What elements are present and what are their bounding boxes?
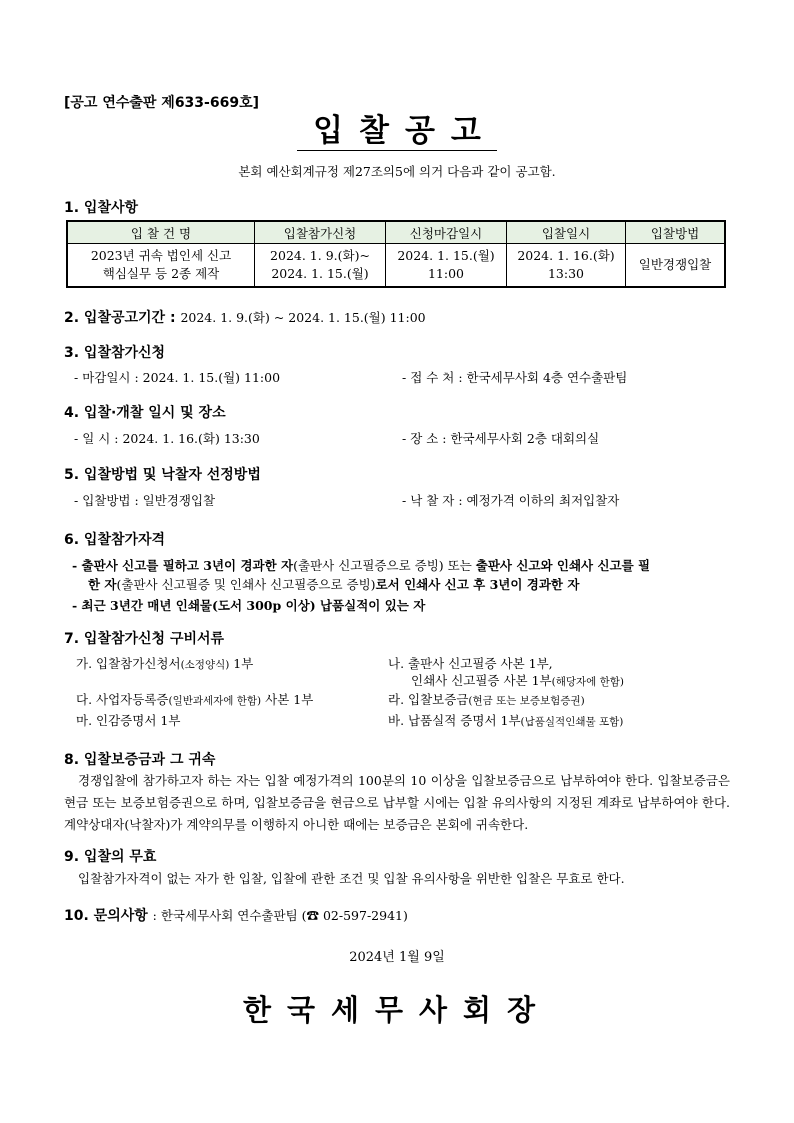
doc-text: 사본 1부	[261, 692, 314, 707]
header-bid-date: 입찰일시	[507, 221, 626, 244]
doc-ga	[76, 654, 253, 672]
qualification-text: 출판사 신고와 인쇄사 신고를 필	[475, 558, 651, 573]
doc-note: (일반과세자에 한함)	[168, 695, 262, 707]
qualification-line2	[88, 575, 579, 593]
doc-text: 다. 사업자등록증	[76, 692, 169, 707]
qualification-line1	[72, 556, 650, 574]
doc-text: 1부	[229, 656, 254, 671]
cell-text: 핵심실무 등 2종 제작	[102, 266, 220, 281]
section2-value: 2024. 1. 9.(화) ~ 2024. 1. 15.(월) 11:00	[180, 310, 426, 325]
section5-winner: - 낙 찰 자 : 예정가격 이하의 최저입찰자	[402, 493, 620, 508]
bid-table	[66, 220, 726, 288]
header-apply: 입찰참가신청	[255, 221, 386, 244]
qualification-text: (출판사 신고필증 및 인쇄사 신고필증으로 증빙)	[116, 577, 376, 592]
qualification-line3: - 최근 3년간 매년 인쇄물(도서 300p 이상) 납품실적이 있는 자	[72, 598, 426, 613]
section10-value: : 한국세무사회 연수출판팀 (☎ 02-597-2941)	[152, 908, 408, 923]
section9-body: 입찰참가자격이 없는 자가 한 입찰, 입찰에 관한 조건 및 입찰 유의사항을 위반한 입찰은 무효로 한다.	[78, 871, 625, 886]
cell-text: 2024. 1. 9.(화)~	[270, 248, 370, 263]
qualification-text: 한 자	[88, 577, 117, 592]
page-title: 입찰공고	[297, 112, 497, 151]
doc-note: (소정양식)	[180, 659, 230, 671]
doc-na: 나. 출판사 신고필증 사본 1부,	[388, 656, 553, 671]
intro-text: 본회 예산회계규정 제27조의5에 의거 다음과 같이 공고함.	[238, 164, 556, 179]
section2-label: 2. 입찰공고기간 :	[64, 310, 176, 326]
qualification-text: (출판사 신고필증으로 증빙) 또는	[293, 558, 476, 573]
doc-text: 가. 입찰참가신청서	[76, 656, 181, 671]
section6-heading: 6. 입찰참가자격	[64, 532, 166, 548]
cell-bid-date	[507, 244, 626, 288]
section4-datetime: - 일 시 : 2024. 1. 16.(화) 13:30	[74, 431, 260, 446]
notice-number: [공고 연수출판 제633-669호]	[64, 95, 259, 111]
cell-bid-method: 일반경쟁입찰	[626, 244, 726, 288]
cell-text: 2024. 1. 15.(월)	[271, 266, 369, 281]
section1-heading: 1. 입찰사항	[64, 200, 139, 216]
header-bid-method: 입찰방법	[626, 221, 726, 244]
doc-note: (납품실적인쇄물 포함)	[520, 716, 624, 728]
qualification-text: 로서 인쇄사 신고 후 3년이 경과한 자	[375, 577, 580, 592]
header-deadline: 신청마감일시	[386, 221, 507, 244]
title-block	[0, 112, 794, 151]
section9-heading: 9. 입찰의 무효	[64, 849, 157, 865]
cell-apply	[255, 244, 386, 288]
doc-text: 라. 입찰보증금	[388, 692, 469, 707]
section3-heading: 3. 입찰참가신청	[64, 345, 166, 361]
cell-text: 2024. 1. 15.(월)	[397, 248, 495, 263]
table-row	[67, 244, 725, 288]
section10-heading	[64, 905, 408, 925]
doc-ba	[388, 711, 623, 729]
section3-deadline: - 마감일시 : 2024. 1. 15.(월) 11:00	[74, 370, 281, 385]
section10-label: 10. 문의사항	[64, 908, 148, 924]
section2-heading	[64, 307, 426, 327]
section8-body: 경쟁입찰에 참가하고자 하는 자는 입찰 예정가격의 100분의 10 이상을 입찰보증금으로 납부하여야 한다. 입찰보증금은 현금 또는 보증보험증권으로 하며, 입찰보증금을 현금으로 납부할 시에는 입찰 유의사항의 지정된 계좌로 납부하여야 한다. 계약상대자(낙찰자)가 계약의무를 이행하지 아니한 때에는 보증금은 본회에 귀속한다.	[64, 773, 730, 832]
cell-deadline	[386, 244, 507, 288]
doc-text: 인쇄사 신고필증 사본 1부	[411, 673, 552, 688]
cell-text: 2023년 귀속 법인세 신고	[90, 248, 232, 263]
section8-heading: 8. 입찰보증금과 그 귀속	[64, 752, 216, 768]
qualification-text: - 출판사 신고를 필하고 3년이 경과한 자	[72, 558, 294, 573]
bid-table-header-row	[67, 221, 725, 244]
section5-method: - 입찰방법 : 일반경쟁입찰	[74, 493, 216, 508]
notice-date: 2024년 1월 9일	[349, 950, 445, 965]
cell-bid-name	[67, 244, 255, 288]
doc-text: 바. 납품실적 증명서 1부	[388, 713, 521, 728]
cell-text: 11:00	[427, 266, 465, 281]
cell-text: 2024. 1. 16.(화)	[517, 248, 615, 263]
section7-heading: 7. 입찰참가신청 구비서류	[64, 631, 225, 647]
doc-note: (현금 또는 보증보험증권)	[468, 695, 585, 707]
section4-place: - 장 소 : 한국세무사회 2층 대회의실	[402, 431, 600, 446]
header-bid-name: 입 찰 건 명	[67, 221, 255, 244]
section5-heading: 5. 입찰방법 및 낙찰자 선정방법	[64, 467, 261, 483]
section4-heading: 4. 입찰·개찰 일시 및 장소	[64, 405, 226, 421]
signature: 한국세무사회장	[242, 993, 552, 1027]
section3-reception: - 접 수 처 : 한국세무사회 4층 연수출판팀	[402, 370, 628, 385]
doc-da	[76, 690, 313, 708]
cell-text: 13:30	[547, 266, 585, 281]
doc-na-2	[411, 671, 624, 689]
doc-ma: 마. 인감증명서 1부	[76, 713, 181, 728]
doc-note: (해당자에 한함)	[551, 676, 625, 688]
doc-ra	[388, 690, 585, 708]
